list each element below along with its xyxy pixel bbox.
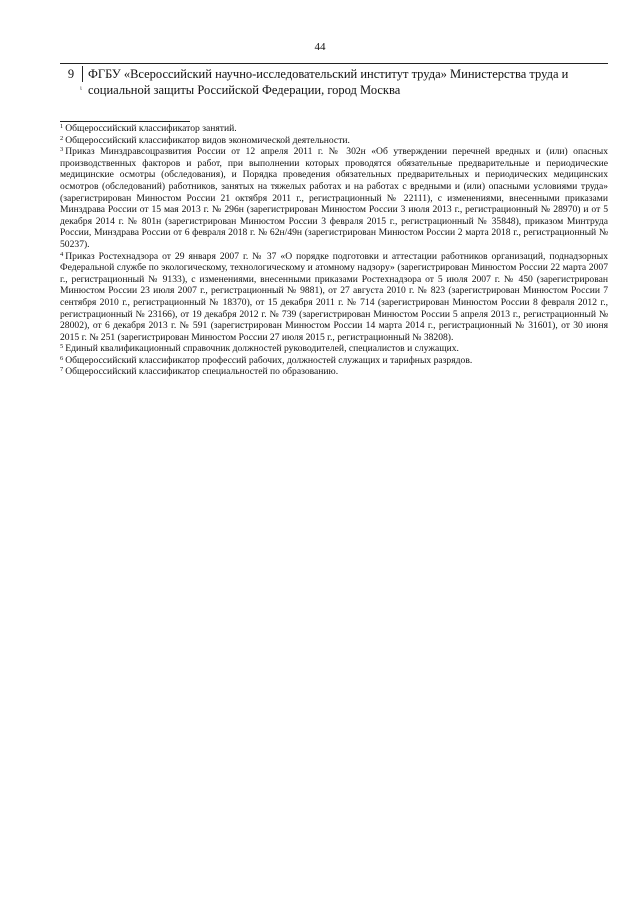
footnote-mark: 2 [60,134,64,142]
footnote-text: Единый квалификационный справочник должностей руководителей, специалистов и служащих. [65,343,459,355]
footnote-text: Приказ Минздравсоцразвития России от 12 апреля 2011 г. № 302н «Об утверждении перечней вредных и (или) опасных производственных факторов и работ, при выполнении которых проводятся обязательные предварительные и периодические медицинские осмотры (обследования), и Порядка проведения обязательных предварительных и периодических медицинских осмотров (обследований) работников, занятых на тяжелых работах и на работах с вредными и (или) опасными условиями труда» (зарегистрирован Минюстом России 21 октября 2011 г., регистрационный № 22111), с изменениями, внесенными приказами Минздрава России от 15 мая 2013 г. № 296н (зарегистрирован Минюстом России 3 июля 2013 г., регистрационный № 28970) и от 5 декабря 2014 г. № 801н (зарегистрирован Минюстом России 3 февраля 2015 г., регистрационный № 35848), приказом Минтруда России, Минздрава России от 6 февраля 2018 г. № 62н/49н (зарегистрирован Минюстом России 2 марта 2018 г., регистрационный № 50237). [60,146,608,250]
page-number: 44 [314,41,326,53]
organization-table-row [60,63,608,96]
row-number: 9 [60,66,83,82]
footnote-7 [60,366,608,378]
footnotes [60,123,608,378]
footnote-mark: 1 [60,123,64,130]
row-marker: ι [80,84,82,92]
footnote-text: Общероссийский классификатор занятий. [65,123,237,134]
footnote-text: Общероссийский классификатор профессий рабочих, должностей служащих и тарифных разрядов. [65,354,473,366]
footnote-separator [60,121,190,122]
footnote-mark: 4 [60,250,64,258]
footnote-2 [60,135,608,147]
footnote-4 [60,251,608,344]
footnote-6 [60,355,608,367]
footnote-mark: 5 [60,343,64,351]
footnote-1 [60,123,608,135]
footnote-mark: 3 [60,146,64,154]
footnote-5 [60,343,608,355]
organization-name: ФГБУ «Всероссийский научно-исследовательский институт труда» Министерства труда и социальной защиты Российской Федерации, город Москва [88,67,569,97]
footnote-text: Приказ Ростехнадзора от 29 января 2007 г. № 37 «О порядке подготовки и аттестации работников организаций, поднадзорных Федеральной службе по экологическому, технологическому и атомному надзору» (зарегистрирован Минюстом России 22 марта 2007 г., регистрационный № 9133), с изменениями, внесенными приказами Ростехнадзора от 5 июля 2007 г. № 450 (зарегистрирован Минюстом России 23 июля 2007 г., регистрационный № 9881), от 27 августа 2010 г. № 823 (зарегистрирован Минюстом России 7 сентября 2010 г., регистрационный № 18370), от 15 декабря 2011 г. № 714 (зарегистрирован Минюстом России 8 февраля 2012 г., регистрационный № 23166), от 19 декабря 2012 г. № 739 (зарегистрирован Минюстом России 5 апреля 2013 г., регистрационный № 28002), от 6 декабря 2013 г. № 591 (зарегистрирован Минюстом России 14 марта 2014 г., регистрационный № 31601), от 30 июня 2015 г. № 251 (зарегистрирован Минюстом России 27 июля 2015 г., регистрационный № 38208). [60,250,608,343]
footnote-mark: 6 [60,354,64,362]
footnote-mark: 7 [60,366,64,374]
footnote-3 [60,146,608,250]
footnote-text: Общероссийский классификатор видов экономической деятельности. [65,134,350,146]
footnote-text: Общероссийский классификатор специальностей по образованию. [65,366,339,378]
